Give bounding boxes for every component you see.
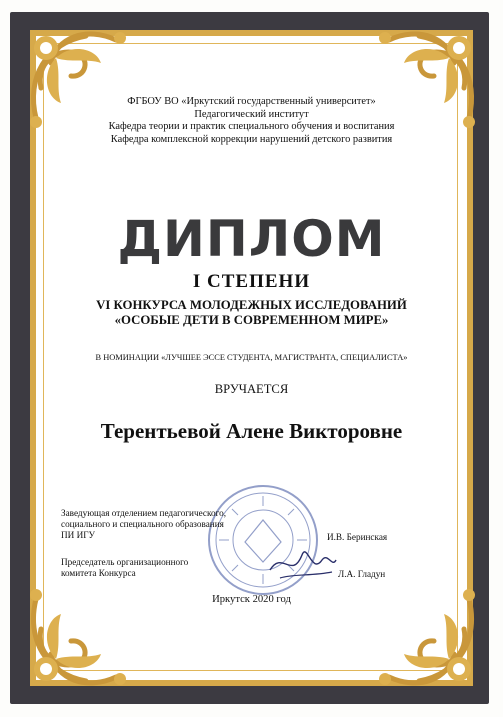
header-line-department-1: Кафедра теории и практик специального обучения и воспитания bbox=[108, 121, 395, 132]
head-signatory-title bbox=[61, 508, 226, 541]
chair-signatory-title bbox=[61, 557, 188, 579]
contest-line-1: VI КОНКУРСА МОЛОДЕЖНЫХ ИССЛЕДОВАНИЙ bbox=[96, 298, 407, 312]
nomination-text: В НОМИНАЦИИ «ЛУЧШЕЕ ЭССЕ СТУДЕНТА, МАГИСТРАНТА, СПЕЦИАЛИСТА» bbox=[95, 353, 408, 362]
degree-label: I СТЕПЕНИ bbox=[192, 271, 311, 292]
chair-title-line-1: Председатель организационного bbox=[61, 557, 189, 567]
chair-title-line-2: комитета Конкурса bbox=[61, 568, 136, 578]
header-line-institute: Педагогический институт bbox=[194, 108, 309, 120]
contest-line-2: «ОСОБЫЕ ДЕТИ В СОВРЕМЕННОМ МИРЕ» bbox=[114, 313, 389, 327]
city-year: Иркутск 2020 год bbox=[212, 594, 291, 605]
header-line-university: ФГБОУ ВО «Иркутский государственный университет» bbox=[127, 96, 376, 107]
head-title-line-3: ПИ ИГУ bbox=[61, 530, 96, 540]
head-signatory-name: И.В. Беринская bbox=[327, 532, 388, 542]
institution-header bbox=[0, 96, 503, 146]
recipient-name: Терентьевой Алене Викторовне bbox=[100, 419, 403, 443]
contest-name bbox=[0, 298, 503, 328]
header-line-department-2: Кафедра комплексной коррекции нарушений детского развития bbox=[110, 133, 393, 145]
chair-signatory-name: Л.А. Гладун bbox=[338, 569, 386, 579]
awarded-label: ВРУЧАЕТСЯ bbox=[214, 382, 289, 396]
head-title-line-2: социального и специального образования bbox=[61, 519, 224, 529]
head-title-line-1: Заведующая отделением педагогического, bbox=[61, 508, 227, 518]
diploma-title: ДИПЛОМ bbox=[117, 210, 386, 268]
